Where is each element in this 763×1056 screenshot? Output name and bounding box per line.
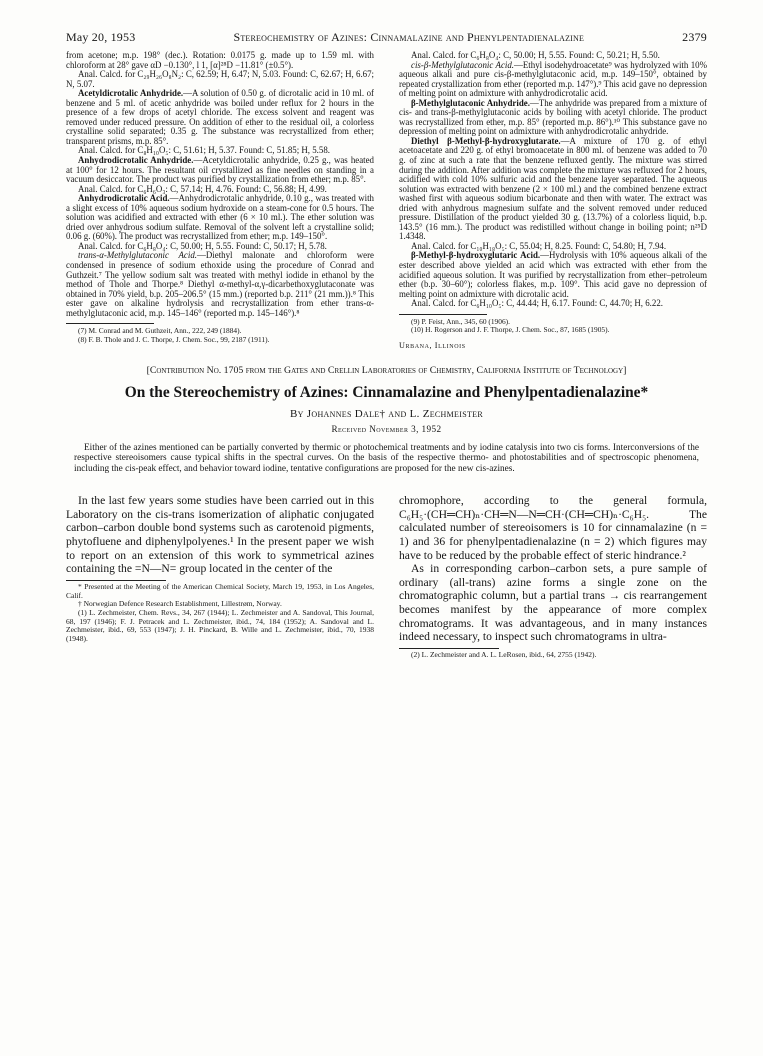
section-heading: Anhydrodicrotalic Anhydride. xyxy=(78,155,194,166)
left-analysis: Anal. Calcd. for C₂₉H₂₆O₈N₂: C, 62.59; H, 6.47; N, 5.03. Found: C, 62.67; H, 6.67; N, 5.07. xyxy=(66,69,374,89)
left-column xyxy=(66,51,374,351)
header-date: May 20, 1953 xyxy=(66,30,136,44)
received-date: Received November 3, 1952 xyxy=(331,423,442,434)
section-body: —Diethyl malonate and chloroform were condensed in presence of sodium ethoxide using the procedure of Conrad and Guthzeit.⁷ The yellow sodium salt was treated with methyl iodide in ethanol by the method of Thole and Thorpe.⁸ Diethyl α-methyl-α,γ-dicarbethoxyglutaconate was obtained in 70% yield, b.p. 205–206.5° (15 mm.) (reported b.p. 211° (21 mm.)).⁸ This ester gave on alkaline hydrolysis and recrystallization from ether trans-α-methylglutaconic acid, m.p. 145–146° (reported m.p. 145–146°).⁸ xyxy=(66,250,374,318)
body-paragraph: chromophore, according to the general formula, C₆H₅·(CH═CH)ₙ·CH═N—N═CH·(CH═CH)ₙ·C₆H₅. The calculated number of stereoisomers is 10 for cinnamalazine (n = 1) and 36 for phenylpentadienalazine (n = 2) which figures may have to be reduced by the probable effect of steric hindrance.² xyxy=(399,494,707,562)
footnote-rule xyxy=(399,648,499,649)
section-heading: Anhydrodicrotalic Acid. xyxy=(78,193,170,204)
left-analysis: Anal. Calcd. for C₈H₁₀O₅: C, 51.61; H, 5.37. Found: C, 51.85; H, 5.58. xyxy=(78,145,330,156)
section-body: —The anhydride was prepared from a mixture of cis- and trans-β-methylglutaconic acids by boiling with acetyl chloride. The product was recrystallized from ether, m.p. 85° (reported m.p. 86°).¹⁰ This substance gave no depression of melting point on admixture with anhydrodicrotalic anhydride. xyxy=(399,97,707,137)
contribution-note: [Contribution No. 1705 from the Gates and Crellin Laboratories of Chemistry, California Institute of Technology] xyxy=(146,364,627,376)
body-left-column xyxy=(66,494,374,659)
running-header xyxy=(66,30,707,45)
left-paragraph xyxy=(66,156,374,185)
right-paragraph xyxy=(399,61,707,99)
footnote-2: (2) L. Zechmeister and A. L. LeRosen, ibid., 64, 2755 (1942). xyxy=(411,649,597,659)
right-paragraph xyxy=(399,137,707,242)
section-heading: β-Methyl-β-hydroxyglutaric Acid. xyxy=(411,250,541,261)
footnote-rule xyxy=(66,323,154,324)
body-paragraph: In the last few years some studies have been carried out in this Laboratory on the cis-trans isomerization of aliphatic conjugated carbon–carbon double bond systems such as carotenoid pigments, phytofluene and diphenylpolyenes.¹ In the present paper we wish to report on an extension of this work to symmetrical azines containing the =N—N= group located in the center of the xyxy=(66,494,374,576)
section-body: —Anhydrodicrotalic anhydride, 0.10 g., was treated with a slight excess of 10% aqueous sodium hydroxide on a steam-cone for 0.5 hours. The solution was acidified and extracted with ether (6 × 10 ml.). The ether solution was dried over anhydrous sodium sulfate. Removal of the solvent left a crystalline solid; 0.06 g. (60%). The product was recrystallized from ether; m.p. 149–150°. xyxy=(66,193,374,242)
footnote-1: (1) L. Zechmeister, Chem. Revs., 34, 267 (1944); L. Zechmeister and A. Sandoval, This Journal, 68, 197 (1946); F. J. Petracek and L. Zechmeister, ibid., 74, 184 (1952); A. Sandoval and L. Zechmeister, ibid., 69, 553 (1947); J. H. Pinckard, B. Wille and L. Zechmeister, ibid., 70, 1938 (1948). xyxy=(66,607,374,644)
right-paragraph xyxy=(399,99,707,137)
footnote-star: * Presented at the Meeting of the American Chemical Society, March 19, 1953, in Los Angeles, Calif. xyxy=(66,581,374,600)
right-column xyxy=(399,51,707,351)
left-paragraph: from acetone; m.p. 198° (dec.). Rotation: 0.0175 g. made up to 1.59 ml. with chloroform at 28° gave αD −0.130°, l 1, [α]²⁸D −11.81° (±0.5°). xyxy=(66,50,374,70)
right-analysis: Anal. Calcd. for C₆H₁₀O₅: C, 44.44; H, 6.17. Found: C, 44.70; H, 6.22. xyxy=(411,298,663,309)
abstract: Either of the azines mentioned can be partially converted by thermic or photochemical treatments and by iodine catalysis into two cis forms. Interconversions of the respective stereoisomers cause typical shifts in the spectral curves. On the basis of the respective thermo- and photostabilities and of spectroscopic phenomena, including the cis-peak effect, and behavior toward iodine, tentative configurations are proposed for the new cis-azines. xyxy=(74,442,699,474)
body-right-column xyxy=(399,494,707,659)
article-title: On the Stereochemistry of Azines: Cinnamalazine and Phenylpentadienalazine* xyxy=(124,383,649,401)
header-running-title: Stereochemistry of Azines: Cinnamalazine and Phenylpentadienalazine xyxy=(233,30,585,44)
header-page-number: 2379 xyxy=(682,30,707,44)
right-paragraph xyxy=(399,251,707,299)
section-heading: Diethyl β-Methyl-β-hydroxyglutarate. xyxy=(411,135,561,146)
left-analysis: Anal. Calcd. for C₆H₈O₄: C, 50.00; H, 5.55. Found: C, 50.17; H, 5.78. xyxy=(78,240,327,251)
right-analysis: Anal. Calcd. for C₆H₈O₄: C, 50.00; H, 5.55. Found: C, 50.21; H, 5.50. xyxy=(411,50,660,60)
footnote-7: (7) M. Conrad and M. Guthzeit, Ann., 222, 249 (1884). xyxy=(78,326,242,336)
institution-location: Urbana, Illinois xyxy=(399,340,466,350)
footnote-dagger: † Norwegian Defence Research Establishment, Lillestrøm, Norway. xyxy=(78,599,282,609)
section-body: —Hydrolysis with 10% aqueous alkali of the ester described above yielded an acid which was extracted with ether from the acidified aqueous solution. It was purified by recrystallization from ether–petroleum ether (b.p. 30–60°); colorless flakes, m.p. 109°. This acid gave no depression of melting point on admixture with dicrotalic acid. xyxy=(399,250,707,299)
footnote-10: (10) H. Rogerson and J. F. Thorpe, J. Chem. Soc., 87, 1685 (1905). xyxy=(411,325,610,335)
footnote-rule xyxy=(399,314,487,315)
left-paragraph xyxy=(66,194,374,242)
section-heading: cis-β-Methylglutaconic Acid. xyxy=(411,59,515,70)
section-heading: Acetyldicrotalic Anhydride. xyxy=(78,88,184,99)
right-analysis: Anal. Calcd. for C₁₀H₁₈O₅: C, 55.04; H, 8.25. Found: C, 54.80; H, 7.94. xyxy=(411,240,667,251)
section-body: —A mixture of 170 g. of ethyl acetoacetate and 220 g. of ethyl bromoacetate in 800 ml. of benzene was added to 70 g. of zinc at such a rate that the benzene refluxed gently. The mixture was stirred during the addition. After addition was complete the mixture was refluxed for 2 hours, acidified with cold 10% sulfuric acid and the benzene layer separated. The aqueous solution was extracted with benzene (2 × 100 ml.) and the combined benzene extract washed first with aqueous sodium bicarbonate and then with water. The extract was dried with anhydrous magnesium sulfate and the solvent removed under reduced pressure. Distillation of the product yielded 30 g. (13.7%) of a colorless liquid, b.p. 143.5° (16 mm.). The product was redistilled without change in boiling point; n²⁵D 1.4348. xyxy=(399,135,707,242)
article-body xyxy=(66,494,707,659)
left-paragraph xyxy=(66,89,374,146)
section-body: —Acetyldicrotalic anhydride, 0.25 g., was heated at 100° for 12 hours. The resultant oil crystallized as fine needles on standing in a vacuum desiccator. The product was purified by crystallization from ether; m.p. 85°. xyxy=(66,155,374,185)
left-analysis: Anal. Calcd. for C₆H₆O₃: C, 57.14; H, 4.76. Found: C, 56.88; H, 4.99. xyxy=(78,183,327,194)
footnote-8: (8) F. B. Thole and J. C. Thorpe, J. Chem. Soc., 99, 2187 (1911). xyxy=(78,334,270,344)
section-body: —Ethyl isodehydroacetate⁹ was hydrolyzed with 10% aqueous alkali and pure cis-β-methylglutaconic acid, m.p. 149–150°, obtained by repeated crystallization from ether (reported m.p. 147°).⁹ This acid gave no depression of melting point on admixture with anhydrodicrotalic acid. xyxy=(399,59,707,99)
footnote-9: (9) P. Feist, Ann., 345, 60 (1906). xyxy=(411,316,510,326)
section-heading: trans-α-Methylglutaconic Acid. xyxy=(78,250,197,261)
article-authors: By Johannes Dale† and L. Zechmeister xyxy=(290,407,483,420)
body-paragraph: As in corresponding carbon–carbon sets, a pure sample of ordinary (all-trans) azine forms a single zone on the chromatographic column, but a partial trans → cis rearrangement becomes manifest by the appearance of more complex chromatograms. It was advantageous, and in many instances indeed necessary, to inspect such chromatograms in ultra- xyxy=(399,562,707,644)
section-heading: β-Methylglutaconic Anhydride. xyxy=(411,97,530,108)
left-paragraph xyxy=(66,251,374,318)
footnote-rule xyxy=(66,580,166,581)
top-two-column-section xyxy=(66,51,707,351)
section-body: —A solution of 0.50 g. of dicrotalic acid in 10 ml. of benzene and 5 ml. of acetic anhydride was boiled under reflux for 2 hours in the presence of a few drops of acetyl chloride. The excess solvent and reagent was removed under reduced pressure. On addition of ether to the residual oil, a colorless crystalline solid separated; 0.35 g. The substance was recrystallized from ether; transparent prisms, m.p. 85°. xyxy=(66,88,374,146)
